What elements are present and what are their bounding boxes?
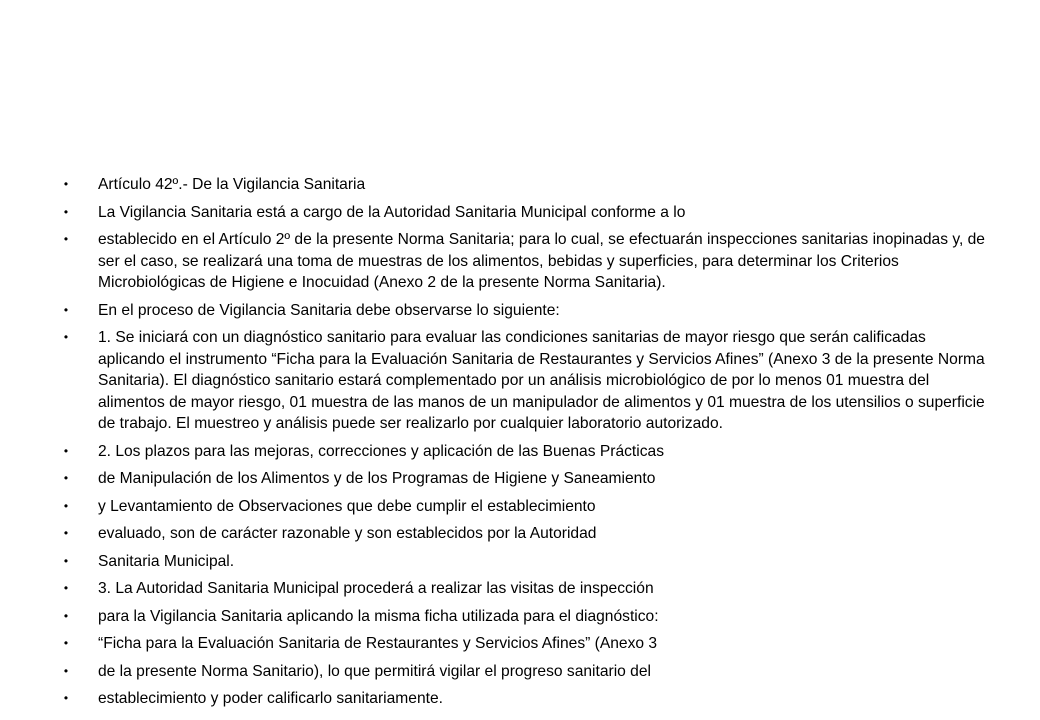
list-item-text: establecido en el Artículo 2º de la presente Norma Sanitaria; para lo cual, se efectuarán inspecciones sanitarias inopinadas y, de ser el caso, se realizará una toma de muestras de los alimentos, bebidas y superficies, para determinar los Criterios Microbiológicas de Higiene e Inocuidad (Anexo 2 de la presente Norma Sanitaria). xyxy=(98,231,985,291)
bullet-icon: • xyxy=(63,177,69,191)
list-item-text: “Ficha para la Evaluación Sanitaria de Restaurantes y Servicios Afines” (Anexo 3 xyxy=(98,635,658,652)
list-item xyxy=(60,174,990,196)
list-item-text: 2. Los plazos para las mejoras, correcciones y aplicación de las Buenas Prácticas xyxy=(98,442,664,460)
list-item-text: En el proceso de Vigilancia Sanitaria debe observarse lo siguiente: xyxy=(98,301,560,319)
list-item xyxy=(60,327,990,435)
list-item-text: La Vigilancia Sanitaria está a cargo de la Autoridad Sanitaria Municipal conforme a lo xyxy=(98,203,686,221)
bullet-icon: • xyxy=(63,663,69,678)
list-item xyxy=(60,300,990,322)
bullet-icon: • xyxy=(63,498,69,513)
list-item xyxy=(60,578,990,600)
list-item-text: Artículo 42º.- De la Vigilancia Sanitaria xyxy=(98,176,366,193)
list-item-text: para la Vigilancia Sanitaria aplicando la misma ficha utilizada para el diagnóstico: xyxy=(98,607,659,625)
list-item xyxy=(60,496,990,518)
bullet-icon: • xyxy=(63,330,69,344)
list-item-text: 3. La Autoridad Sanitaria Municipal procederá a realizar las visitas de inspección xyxy=(98,580,654,597)
list-item xyxy=(60,202,990,224)
list-item xyxy=(60,523,990,545)
bullet-icon: • xyxy=(63,443,69,458)
list-item xyxy=(60,661,990,683)
list-item xyxy=(60,606,990,628)
list-item-text: y Levantamiento de Observaciones que debe cumplir el establecimiento xyxy=(98,497,596,515)
bullet-icon: • xyxy=(63,636,69,650)
list-item xyxy=(60,441,990,463)
bullet-icon: • xyxy=(63,232,69,246)
list-item xyxy=(60,688,990,710)
bullet-icon: • xyxy=(63,553,69,568)
list-item-text: Sanitaria Municipal. xyxy=(98,552,235,570)
bullet-icon: • xyxy=(63,608,69,623)
bullet-icon: • xyxy=(63,526,69,540)
list-item-text: 1. Se iniciará con un diagnóstico sanitario para evaluar las condiciones sanitarias de mayor riesgo que serán calificadas aplicando el instrumento “Ficha para la Evaluación Sanitaria de Restaurantes y Servicios Afines” (Anexo 3 de la presente Norma Sanitaria). El diagnóstico sanitario estará complementado por un análisis microbiológico de por lo menos 01 muestra del alimentos de mayor riesgo, 01 muestra de las manos de un manipulador de alimentos y 01 muestra de los utensilios o superficie de trabajo. El muestreo y análisis puede ser realizarlo por cualquier laboratorio autorizado. xyxy=(98,329,985,432)
bullet-icon: • xyxy=(63,302,69,317)
list-item-text: establecimiento y poder calificarlo sanitariamente. xyxy=(98,690,443,707)
bullet-icon: • xyxy=(63,691,69,705)
list-item-text: de la presente Norma Sanitario), lo que permitirá vigilar el progreso sanitario del xyxy=(98,662,651,680)
list-item xyxy=(60,633,990,655)
bullet-list xyxy=(60,174,990,716)
list-item xyxy=(60,468,990,490)
bullet-icon: • xyxy=(63,471,69,485)
list-item xyxy=(60,229,990,294)
list-item-text: evaluado, son de carácter razonable y son establecidos por la Autoridad xyxy=(98,525,597,542)
list-item xyxy=(60,551,990,573)
list-item-text: de Manipulación de los Alimentos y de los Programas de Higiene y Saneamiento xyxy=(98,470,656,487)
bullet-icon: • xyxy=(63,204,69,219)
bullet-icon: • xyxy=(63,581,69,595)
